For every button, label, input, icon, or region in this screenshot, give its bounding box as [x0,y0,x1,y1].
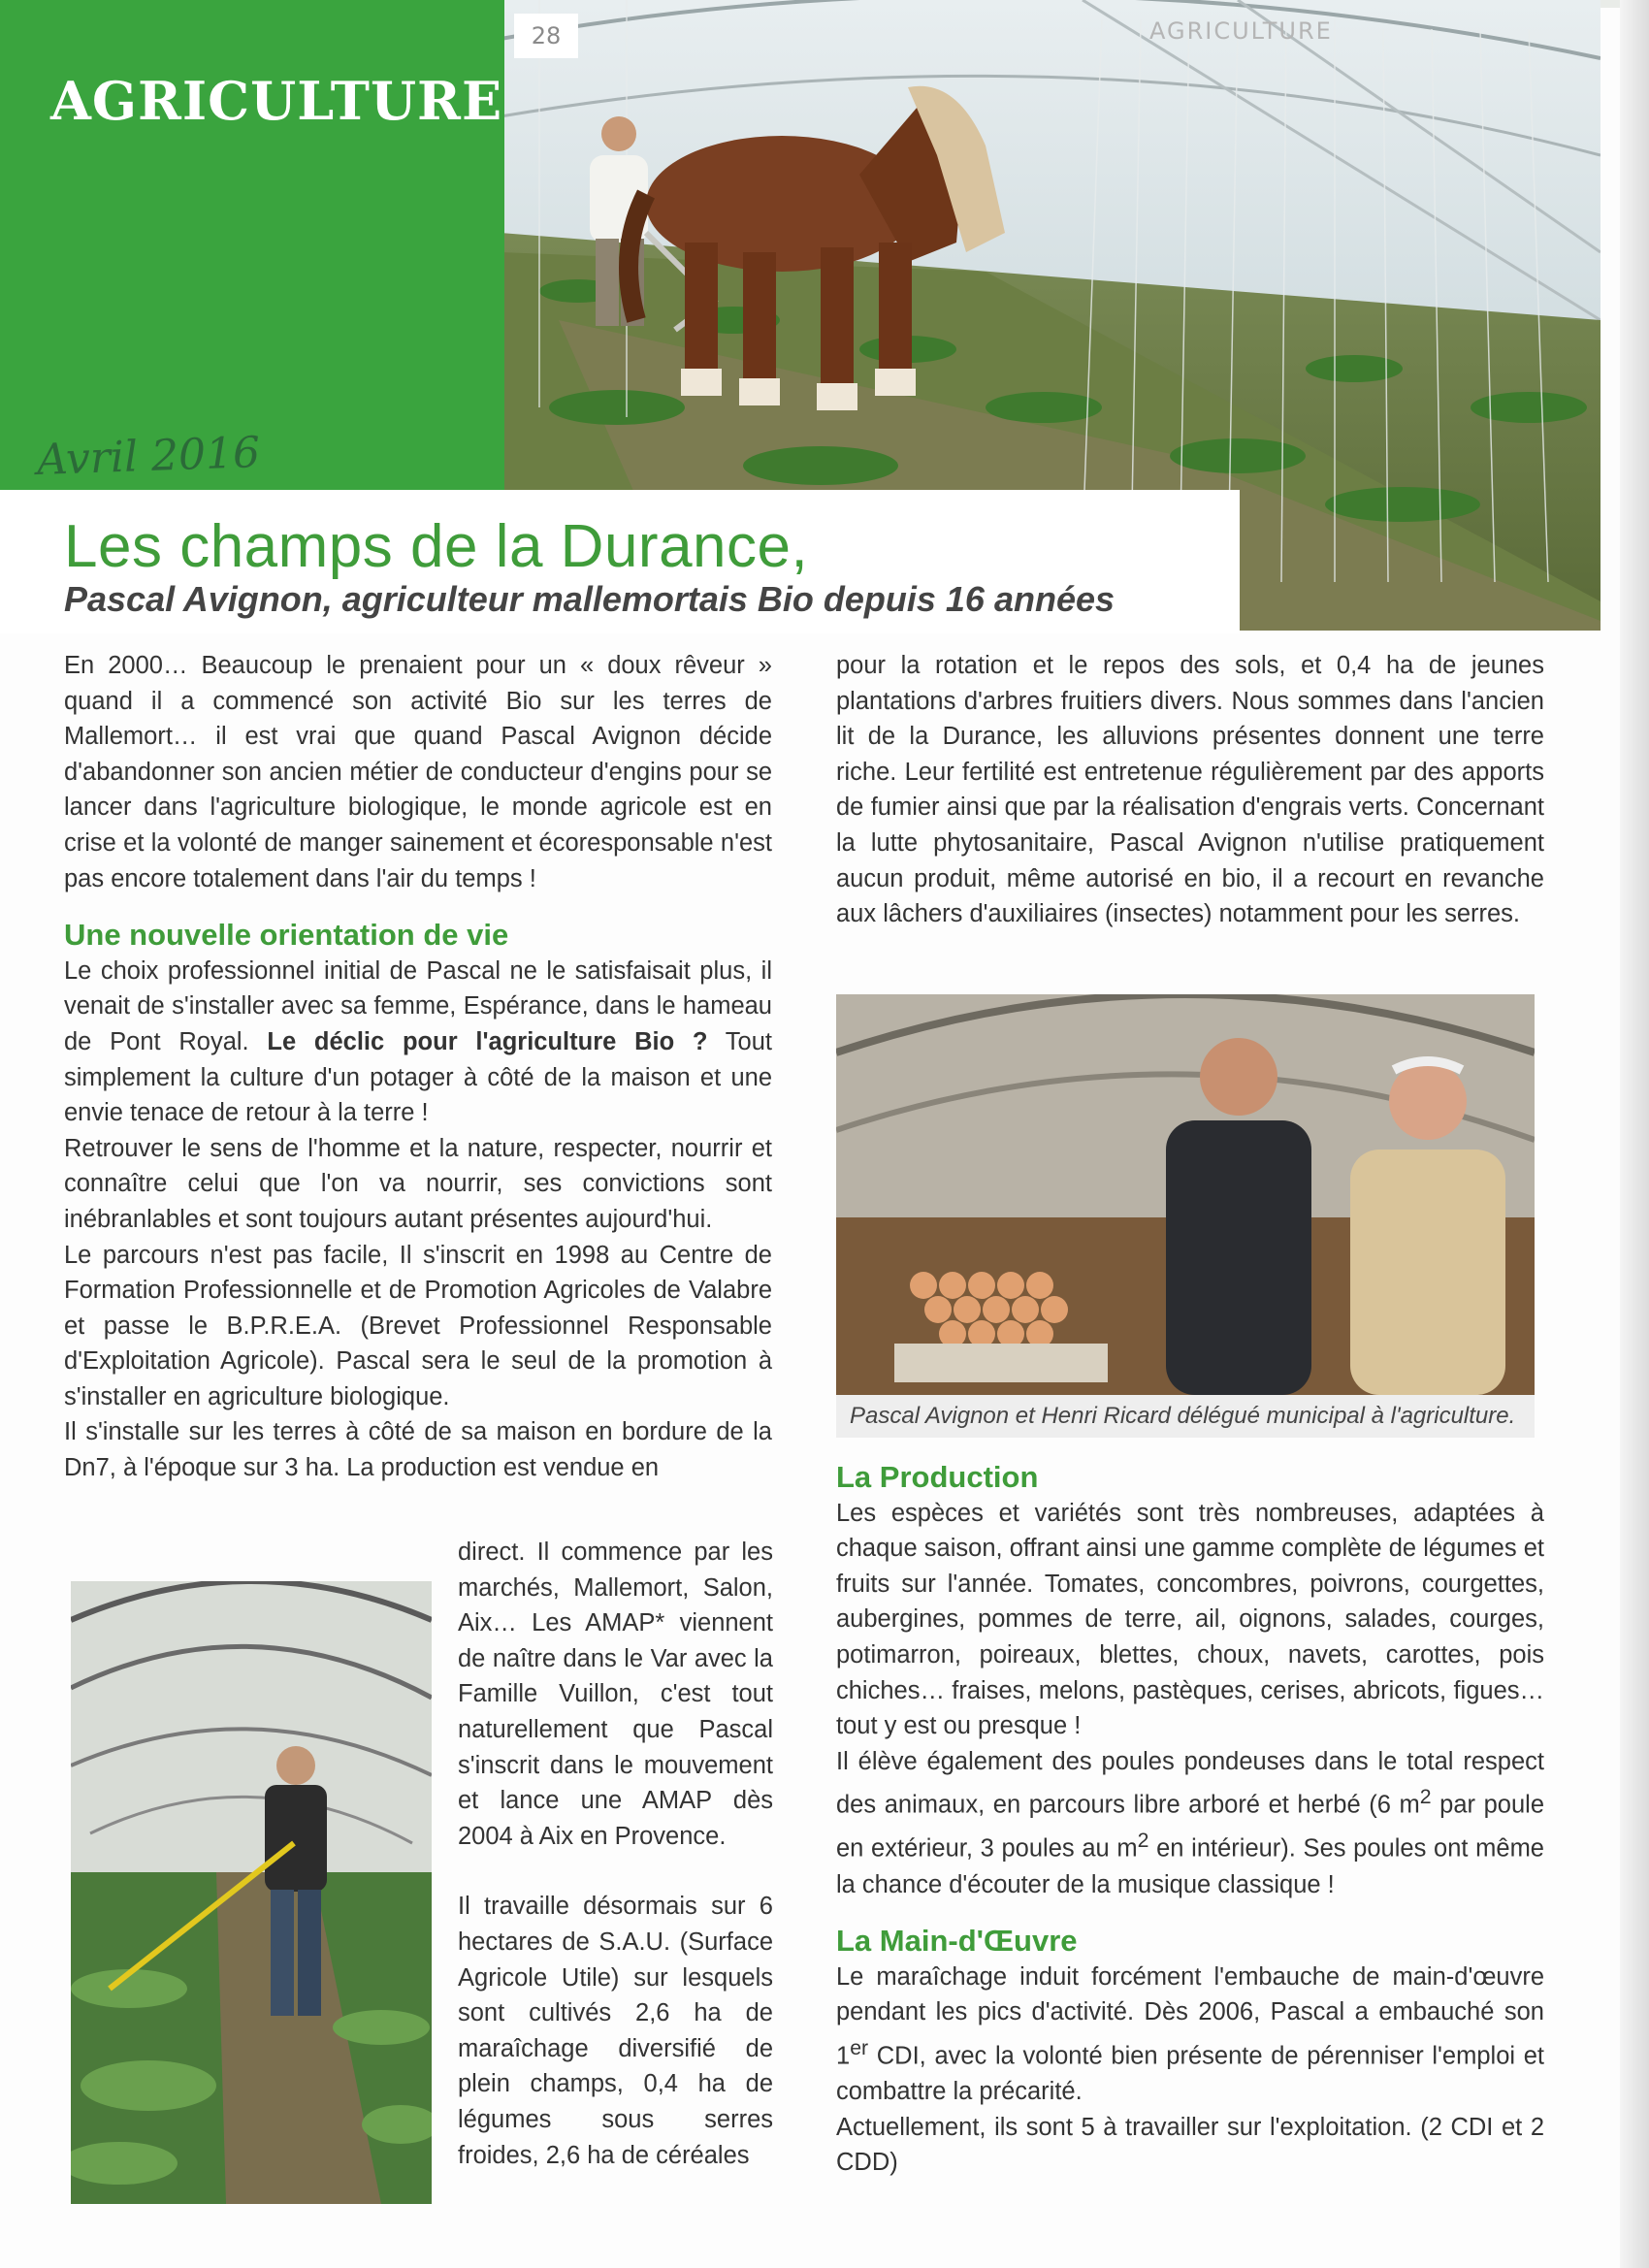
column-left-top [64,648,772,1486]
production-paragraph-1: Les espèces et variétés sont très nombreuses, adaptées à chaque saison, offrant ainsi une gamme complète de légumes et fruits sur l'année. Tomates, concombres, poivrons, courgettes, aubergines, pommes de terre, ail, oignons, salades, courges, potimarron, poireaux, blettes, choux, navets, carottes, pois chiches… fraises, melons, pastèques, cerises, abricots, figues… tout y est ou presque ! [836,1499,1544,1740]
superscript: 2 [1137,1829,1149,1853]
section-title: AGRICULTURE [50,70,503,132]
text-run: CDI, avec la volonté bien présente de pérenniser l'emploi et combattre la précarité. [836,2042,1544,2105]
text-run: Il élève également des poules pondeuses dans le total respect des animaux, en parcours libre arboré et herbé (6 m [836,1747,1544,1819]
photo-pascal-henri [836,994,1535,1395]
page-edge [1620,0,1649,2268]
column-left-narrow [458,1535,773,2173]
text-run: en intérieur). Ses poules ont même la chance d'écouter de la musique classique ! [836,1834,1544,1898]
text-run: par poule en extérieur, 3 poules au m [836,1791,1545,1863]
text-run: Le maraîchage induit forcément l'embauche de main-d'œuvre pendant les pics d'activité. Dès 2006, Pascal a embauché son 1 [836,1962,1544,2070]
main-oeuvre-paragraph-2: Actuellement, ils sont 5 à travailler sur l'exploitation. (2 CDI et 2 CDD) [836,2113,1544,2177]
superscript: 2 [1419,1785,1432,1809]
heading-orientation: Une nouvelle orientation de vie [64,918,509,953]
column-right-top [836,648,1544,932]
article-title: Les champs de la Durance, [64,513,809,580]
handwritten-date: Avril 2016 [36,428,261,485]
intro-paragraph: En 2000… Beaucoup le prenaient pour un « doux rêveur » quand il a commencé son activité Bio sur les terres de Mallemort… il est vrai que quand Pascal Avignon décide d'abandonner son ancien métier de conducteur d'engins pour se lancer dans l'agriculture biologique, le monde agricole est en crise et la volonté de manger sainement et écoresponsable n'est pas encore totalement dans l'air du temps ! [64,652,772,892]
orientation-paragraph-4: Il s'installe sur les terres à côté de sa maison en bordure de la Dn7, à l'époque sur 3 ha. La production est vendue en [64,1418,772,1482]
photo-caption: Pascal Avignon et Henri Ricard délégué municipal à l'agriculture. [836,1395,1535,1438]
heading-main-oeuvre: La Main-d'Œuvre [836,1924,1078,1959]
hectares-paragraph: Il travaille désormais sur 6 hectares de S.A.U. (Surface Agricole Utile) sur lesquels sont cultivés 2,6 ha de maraîchage diversifié de plein champs, 0,4 ha de légumes sous serres froides, 2,6 ha de céréales [458,1893,773,2169]
main-oeuvre-paragraph-1 [836,1960,1544,2110]
orientation-paragraph-2: Retrouver le sens de l'homme et la nature, respecter, nourrir et connaître celui que l'on va nourrir, ses convictions sont inébranlables et sont toujours autant présentes aujourd'hui. [64,1134,772,1233]
rotation-paragraph: pour la rotation et le repos des sols, et 0,4 ha de jeunes plantations d'arbres fruitiers divers. Nous sommes dans l'ancien lit de la Durance, les alluvions présentes donnent une terre riche. Leur fertilité est entretenue régulièrement par des apports de fumier ainsi que par la réalisation d'engrais verts. Concernant la lutte phytosanitaire, Pascal Avignon n'utilise pratiquement aucun produit, même autorisé en bio, il a recourt en revanche aux lâchers d'auxiliaires (insectes) notamment pour les serres. [836,652,1544,928]
page-number: 28 [514,14,578,58]
bold-question: Le déclic pour l'agriculture Bio ? [267,1027,708,1055]
article-subtitle: Pascal Avignon, agriculteur mallemortais Bio depuis 16 années [64,579,1116,619]
superscript: er [850,2035,869,2059]
text-run: Tout simplement la culture d'un potager à côté de la maison et une envie tenace de retour à la terre ! [64,1027,772,1127]
heading-production: La Production [836,1460,1039,1494]
production-paragraph-2 [836,1744,1544,1902]
text-run: Le choix professionnel initial de Pascal ne le satisfaisait plus, il venait de s'installer avec sa femme, Espérance, dans le hameau de Pont Royal. [64,956,772,1055]
orientation-paragraph-1 [64,954,772,1131]
orientation-paragraph-3: Le parcours n'est pas facile, Il s'inscrit en 1998 au Centre de Formation Professionnelle et de Promotion Agricoles de Valabre et passe le B.P.R.E.A. (Brevet Professionnel Responsable d'Exploitation Agricole). Pascal sera le seul de la promotion à s'installer en agriculture biologique. [64,1241,772,1410]
photo-farmer-greenhouse [71,1581,432,2204]
amap-paragraph: direct. Il commence par les marchés, Mallemort, Salon, Aix… Les AMAP* viennent de naître dans le Var avec la Famille Vuillon, c'est tout naturellement que Pascal s'inscrit dans le mouvement et lance une AMAP dès 2004 à Aix en Provence. [458,1539,773,1850]
column-right-bottom [836,1460,1544,2181]
running-head: AGRICULTURE [1149,17,1333,45]
